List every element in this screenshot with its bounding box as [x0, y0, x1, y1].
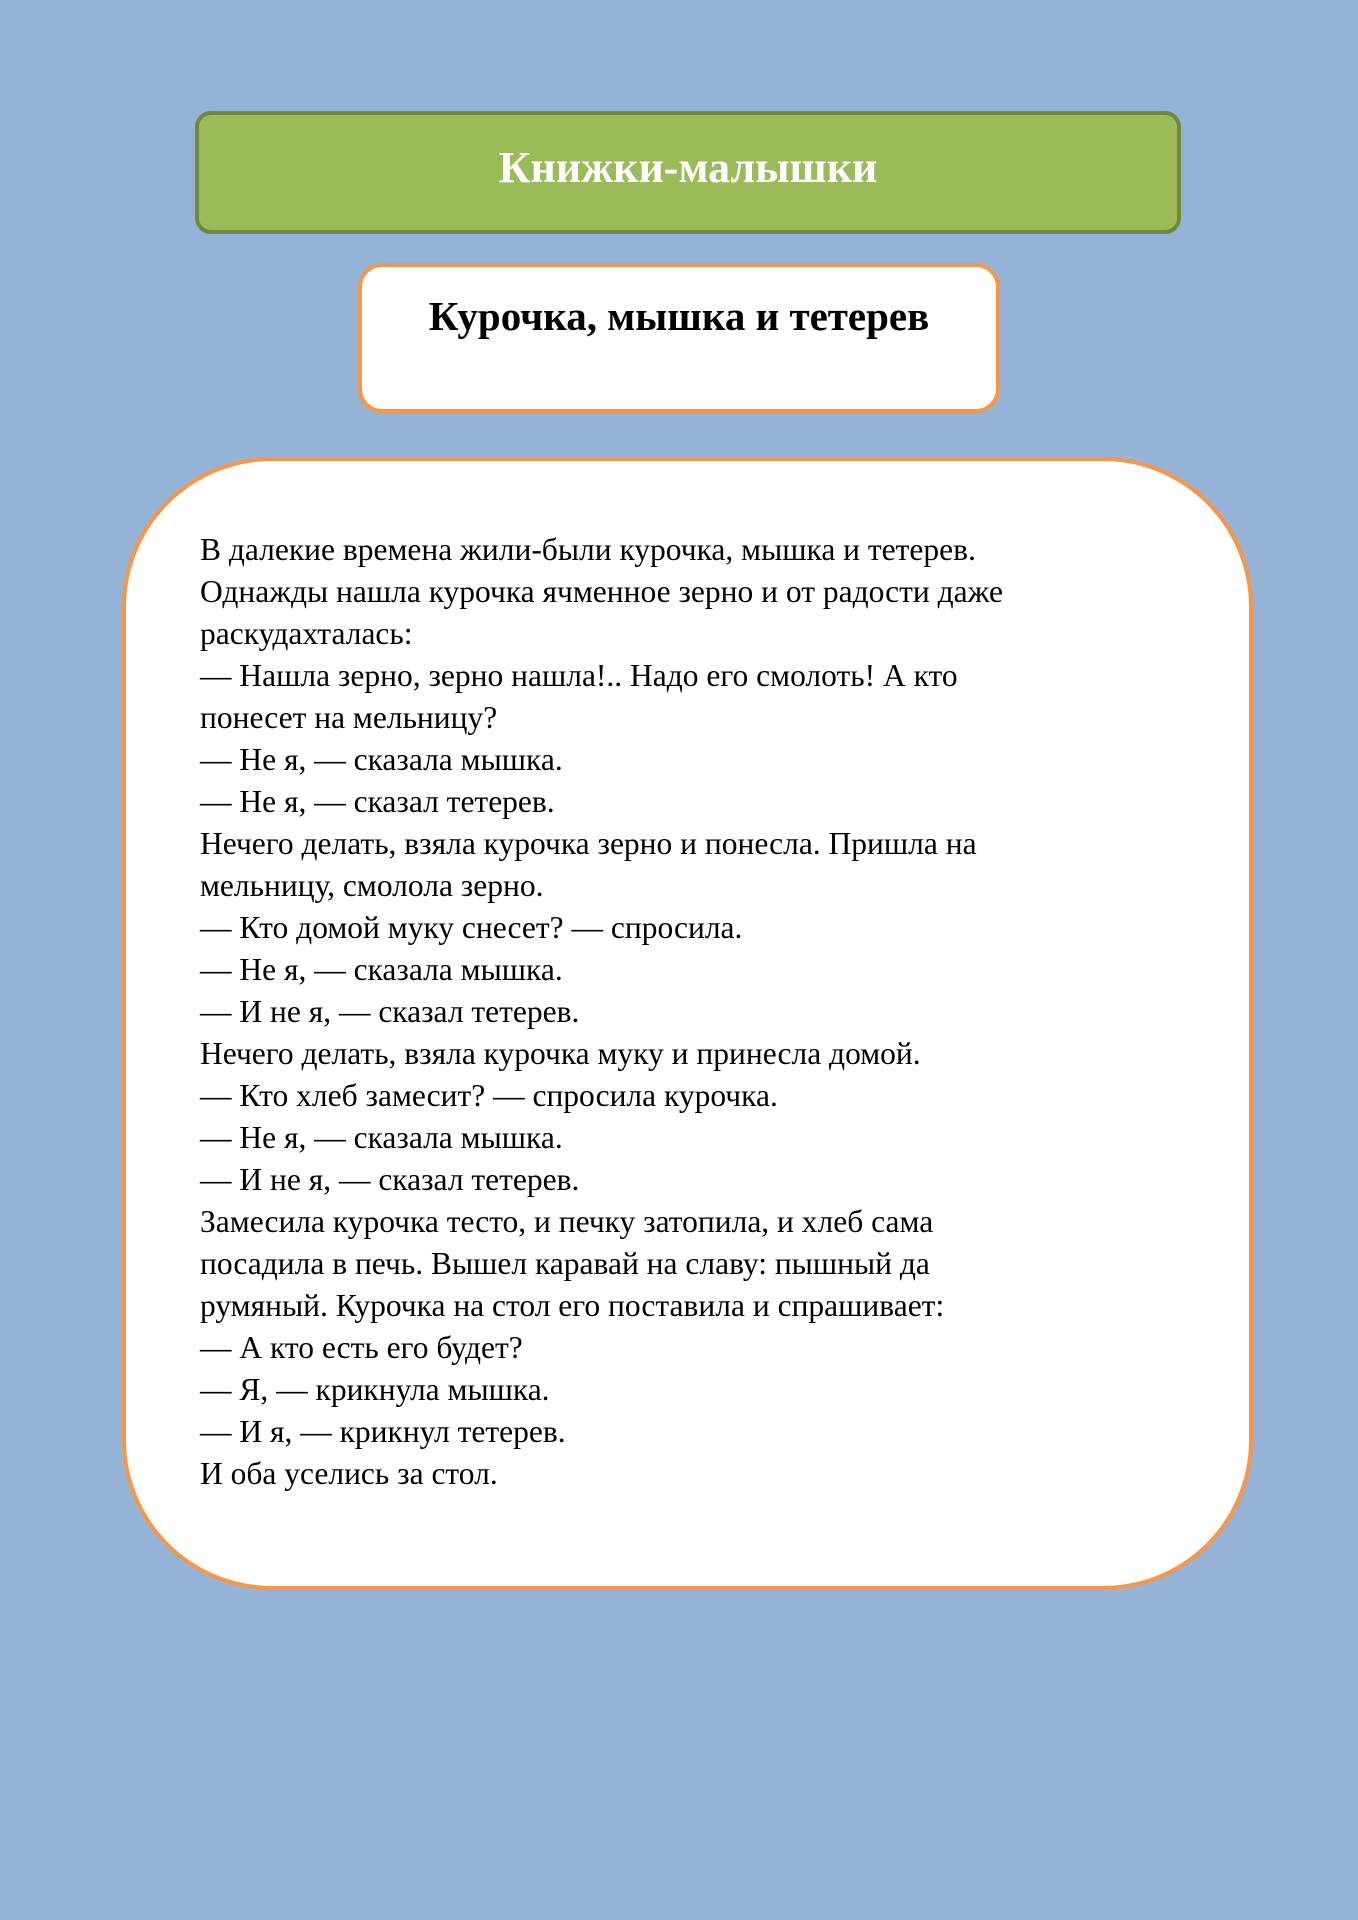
story-line: — И не я, — сказал тетерев.	[200, 1162, 580, 1197]
story-line: — Кто хлеб замесит? — спросила курочка.	[200, 1078, 778, 1113]
story-line: посадила в печь. Вышел каравай на славу: пышный да	[200, 1246, 930, 1281]
story-line: — И не я, — сказал тетерев.	[200, 994, 580, 1029]
story-line: — А кто есть его будет?	[200, 1330, 523, 1365]
story-line: Нечего делать, взяла курочка зерно и понесла. Пришла на	[200, 826, 977, 861]
story-line: Замесила курочка тесто, и печку затопила, и хлеб сама	[200, 1204, 934, 1239]
story-title: Курочка, мышка и тетерев	[358, 263, 1000, 413]
story-line: раскудахталась:	[200, 616, 413, 651]
story-line: — Не я, — сказал тетерев.	[200, 784, 555, 819]
story-line: — Кто домой муку снесет? — спросила.	[200, 910, 743, 945]
story-line: мельницу, смолола зерно.	[200, 868, 544, 903]
story-line: — Не я, — сказала мышка.	[200, 1120, 563, 1155]
story-line: румяный. Курочка на стол его поставила и спрашивает:	[200, 1288, 945, 1323]
story-line: — И я, — крикнул тетерев.	[200, 1414, 566, 1449]
story-card	[122, 457, 1253, 1590]
story-line: — Нашла зерно, зерно нашла!.. Надо его смолоть! А кто	[200, 658, 958, 693]
story-line: Нечего делать, взяла курочка муку и принесла домой.	[200, 1036, 921, 1071]
story-line: В далекие времена жили-были курочка, мышка и тетерев.	[200, 532, 976, 567]
story-line: Однажды нашла курочка ячменное зерно и от радости даже	[200, 574, 1003, 609]
story-line: — Я, — крикнула мышка.	[200, 1372, 550, 1407]
story-line: И оба уселись за стол.	[200, 1456, 498, 1491]
section-header-banner: Книжки-малышки	[195, 111, 1181, 234]
story-line: — Не я, — сказала мышка.	[200, 952, 563, 987]
story-line: понесет на мельницу?	[200, 700, 498, 735]
story-line: — Не я, — сказала мышка.	[200, 742, 563, 777]
